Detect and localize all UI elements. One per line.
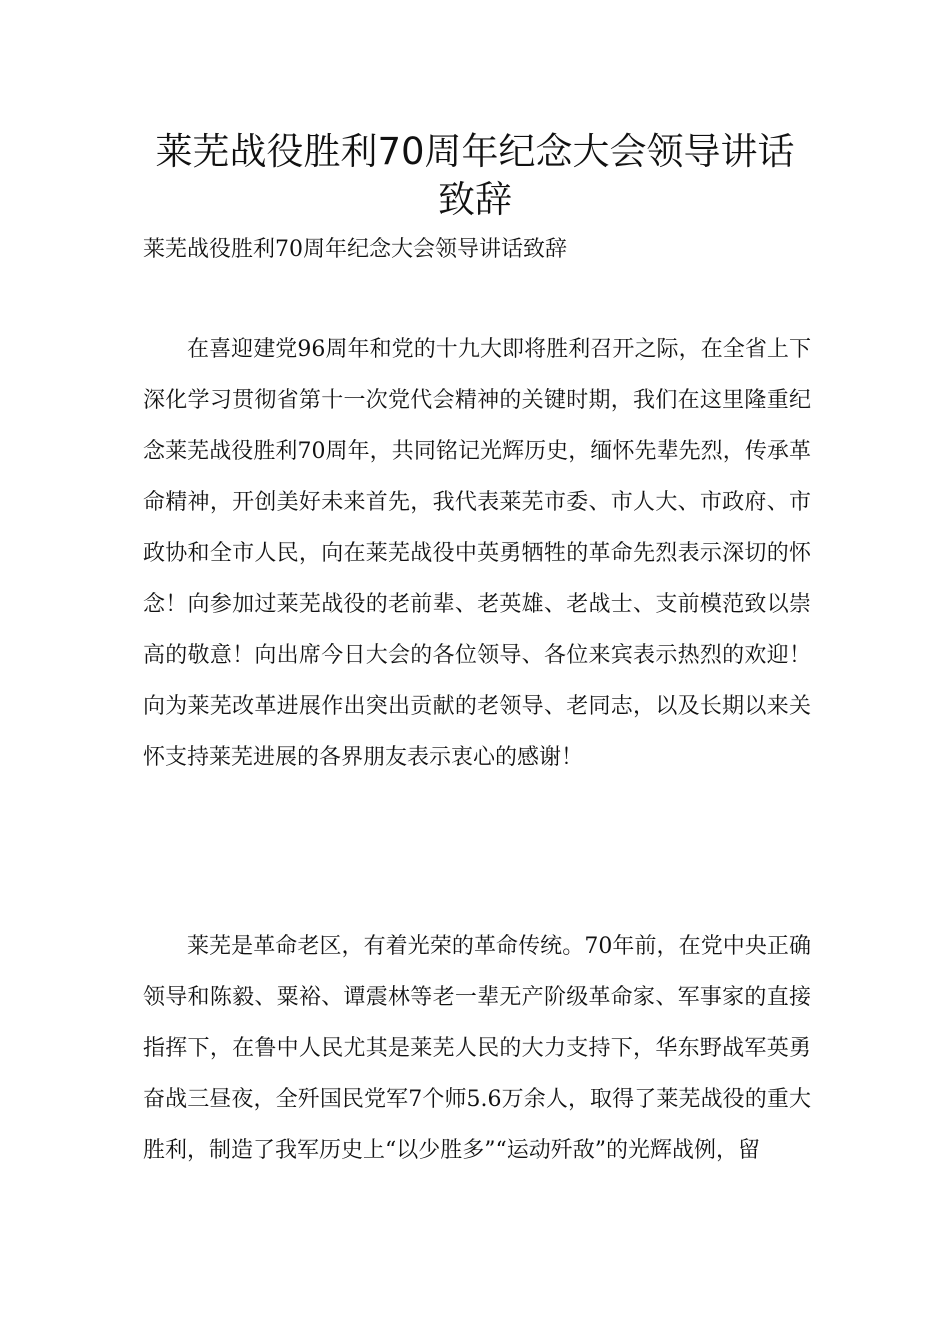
page-title: 莱芜战役胜利70周年纪念大会领导讲话致辞 xyxy=(155,130,795,221)
document-subtitle: 莱芜战役胜利70周年纪念大会领导讲话致辞 xyxy=(143,237,567,262)
body-paragraph-2: 莱芜是革命老区，有着光荣的革命传统。70年前，在党中央正确领导和陈毅、粟裕、谭震林等老一辈无产阶级革命家、军事家的直接指挥下，在鲁中人民尤其是莱芜人民的大力支持下，华东野战军英勇奋战三昼夜，全歼国民党军7个师5.6万余人，取得了莱芜战役的重大胜利，制造了我军历史上“以少胜多”“运动歼敌”的光辉战例，留 xyxy=(143,934,811,1163)
body-paragraph-1: 在喜迎建党96周年和党的十九大即将胜利召开之际，在全省上下深化学习贯彻省第十一次党代会精神的关键时期，我们在这里隆重纪念莱芜战役胜利70周年，共同铭记光辉历史，缅怀先辈先烈，传承革命精神，开创美好未来首先，我代表莱芜市委、市人大、市政府、市政协和全市人民，向在莱芜战役中英勇牺牲的革命先烈表示深切的怀念！向参加过莱芜战役的老前辈、老英雄、老战士、支前模范致以崇高的敬意！向出席今日大会的各位领导、各位来宾表示热烈的欢迎！向为莱芜改革进展作出突出贡献的老领导、老同志，以及长期以来关怀支持莱芜进展的各界朋友表示衷心的感谢！ xyxy=(143,337,811,770)
